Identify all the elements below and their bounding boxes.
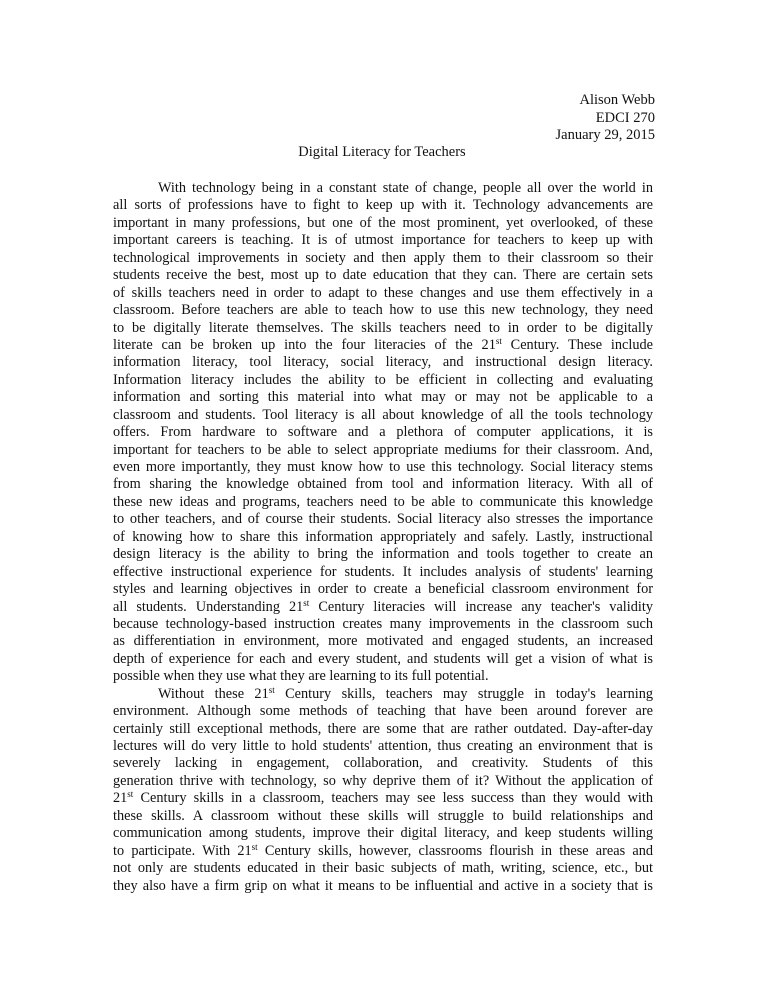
text-line: important for teachers to be able to select appropriate mediums for their classroom. And, bbox=[113, 441, 653, 458]
text-line: effective instructional experience for students. It includes analysis of students' learning bbox=[113, 563, 653, 580]
paragraph-1 bbox=[113, 180, 653, 686]
text-line: they also have a firm grip on what it means to be influential and active in a society that is bbox=[113, 877, 653, 894]
text-line: environment. Although some methods of teaching that have been around forever are bbox=[113, 703, 653, 720]
text-segment: Century literacies will increase any teacher's validity bbox=[309, 598, 653, 615]
text-segment: to participate. With 21 bbox=[113, 842, 252, 859]
document-date: January 29, 2015 bbox=[555, 127, 655, 143]
superscript: st bbox=[127, 789, 134, 800]
text-line: even more importantly, they must know how to use this technology. Social literacy stems bbox=[113, 459, 653, 475]
text-line: classroom. Before teachers are able to teach how to use this new technology, they need bbox=[113, 302, 653, 319]
text-line: possible when they use what they are learning to its full potential. bbox=[113, 668, 489, 685]
text-segment: all students. Understanding 21 bbox=[113, 598, 304, 615]
text-line: information and sorting this material into what may or may not be applicable to a bbox=[113, 389, 653, 406]
text-line bbox=[113, 843, 653, 860]
text-line: of knowing how to share this information appropriately and safely. Lastly, instructional bbox=[113, 528, 653, 545]
text-line bbox=[113, 790, 653, 807]
superscript: st bbox=[268, 684, 275, 695]
text-line: styles and learning objectives in order to create a beneficial classroom environment for bbox=[113, 581, 653, 598]
text-line bbox=[113, 599, 653, 616]
text-line bbox=[113, 686, 653, 703]
text-line: With technology being in a constant state of change, people all over the world in bbox=[158, 180, 653, 196]
text-line bbox=[113, 337, 653, 354]
text-segment: literate can be broken up into the four literacies of the 21 bbox=[113, 336, 496, 353]
text-line: from sharing the knowledge obtained from tool and information literacy. With all of bbox=[113, 476, 653, 493]
text-line: because technology-based instruction creates many improvements in the classroom such bbox=[113, 615, 653, 632]
superscript: st bbox=[495, 335, 502, 346]
text-segment: 21 bbox=[113, 790, 128, 807]
text-line: these new ideas and programs, teachers need to be able to communicate this knowledge bbox=[113, 493, 653, 510]
text-line: classroom and students. Tool literacy is all about knowledge of all the tools technology bbox=[113, 406, 653, 423]
text-line: not only are students educated in their basic subjects of math, writing, science, etc., but bbox=[113, 860, 653, 877]
text-segment: Century skills, teachers may struggle in today's learning bbox=[274, 685, 654, 702]
text-line: certainly still exceptional methods, there are some that are rather outdated. Day-after-day bbox=[113, 720, 653, 737]
text-segment: Century skills in a classroom, teachers may see less success than they would with bbox=[133, 790, 653, 807]
text-line: to be digitally literate themselves. The skills teachers need to in order to be digitally bbox=[113, 319, 653, 336]
document-title bbox=[0, 144, 768, 161]
text-line: depth of experience for each and every student, and students will get a vision of what is bbox=[113, 650, 653, 667]
text-line: generation thrive with technology, so why deprive them of it? Without the application of bbox=[113, 772, 653, 789]
text-line: important careers is teaching. It is of utmost importance for teachers to keep up with bbox=[113, 232, 653, 249]
header-block bbox=[556, 92, 655, 145]
course-code: EDCI 270 bbox=[595, 109, 655, 126]
paragraph-2 bbox=[113, 686, 653, 895]
text-line: offers. From hardware to software and a plethora of computer applications, it is bbox=[113, 424, 653, 441]
text-line: design literacy is the ability to bring the information and tools together to create an bbox=[113, 546, 653, 563]
superscript: st bbox=[251, 841, 258, 852]
text-line: students receive the best, most up to date education that they can. There are certain sets bbox=[113, 267, 653, 284]
text-line: important in many professions, but one of the most prominent, yet overlooked, of these bbox=[113, 214, 653, 231]
text-line: communication among students, improve their digital literacy, and keep students willing bbox=[113, 825, 653, 842]
text-line: Information literacy includes the ability to be efficient in collecting and evaluating bbox=[113, 371, 653, 388]
essay-body bbox=[113, 180, 653, 895]
text-line: severely lacking in engagement, collaboration, and creativity. Students of this bbox=[113, 755, 653, 772]
text-line: lectures will do very little to hold students' attention, thus creating an environment that is bbox=[113, 738, 653, 754]
title-text: Digital Literacy for Teachers bbox=[298, 144, 466, 160]
author-name: Alison Webb bbox=[579, 92, 655, 108]
text-line: to other teachers, and of course their students. Social literacy also stresses the importance bbox=[113, 511, 653, 528]
text-line: information literacy, tool literacy, social literacy, and instructional design literacy. bbox=[113, 354, 653, 371]
text-segment: Century. These include bbox=[501, 336, 653, 353]
superscript: st bbox=[303, 597, 310, 608]
text-line: these skills. A classroom without these skills will struggle to build relationships and bbox=[113, 807, 653, 824]
text-line: technological improvements in society and then apply them to their classroom so their bbox=[113, 249, 653, 266]
text-line: of skills teachers need in order to adapt to these changes and use them effectively in a bbox=[113, 284, 653, 301]
text-segment: Century skills, however, classrooms flourish in these areas and bbox=[257, 842, 653, 859]
text-line: all sorts of professions have to fight to keep up with it. Technology advancements are bbox=[113, 197, 653, 214]
text-segment: Without these 21 bbox=[158, 685, 269, 702]
text-line: as differentiation in environment, more motivated and engaged students, an increased bbox=[113, 633, 653, 650]
